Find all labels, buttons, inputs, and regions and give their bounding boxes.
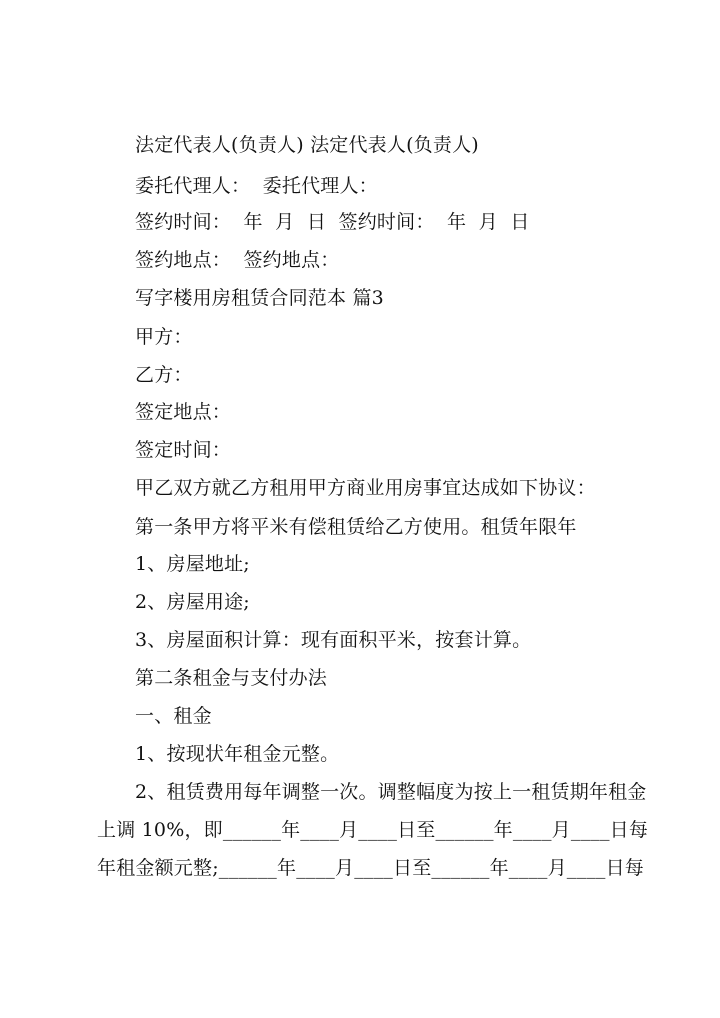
- rent-heading-line: 一、租金: [135, 705, 212, 727]
- signing-place-line: 签约地点： 签约地点：: [135, 249, 340, 271]
- house-area-line: 3、房屋面积计算：现有面积平米，按套计算。: [135, 629, 532, 651]
- house-use-line: 2、房屋用途;: [135, 591, 250, 613]
- article-one-line: 第一条甲方将平米有偿租赁给乙方使用。租赁年限年: [135, 516, 577, 538]
- rent-amount-line: 1、按现状年租金元整。: [135, 743, 340, 765]
- rent-increase-line: 上调 10%，即______年____月____日至______年____月____日每: [97, 819, 649, 841]
- rent-adjustment-line: 2、租赁费用每年调整一次。调整幅度为按上一租赁期年租金: [135, 781, 647, 803]
- section-title: 写字楼用房租赁合同范本 篇3: [135, 287, 384, 309]
- party-a-line: 甲方：: [135, 326, 193, 348]
- party-b-line: 乙方：: [135, 364, 193, 386]
- legal-representative-line: 法定代表人(负责人) 法定代表人(负责人): [135, 134, 479, 156]
- house-address-line: 1、房屋地址;: [135, 553, 250, 575]
- rent-period-line: 年租金额元整;______年____月____日至______年____月____日每: [97, 857, 645, 879]
- contract-time-line: 签定时间：: [135, 439, 232, 461]
- signing-date-line: 签约时间： 年 月 日 签约时间： 年 月 日: [135, 211, 530, 233]
- contract-place-line: 签定地点：: [135, 401, 232, 423]
- agent-line: 委托代理人： 委托代理人：: [135, 175, 378, 197]
- article-two-line: 第二条租金与支付办法: [135, 667, 328, 689]
- agreement-intro-line: 甲乙双方就乙方租用甲方商业用房事宜达成如下协议：: [135, 477, 596, 499]
